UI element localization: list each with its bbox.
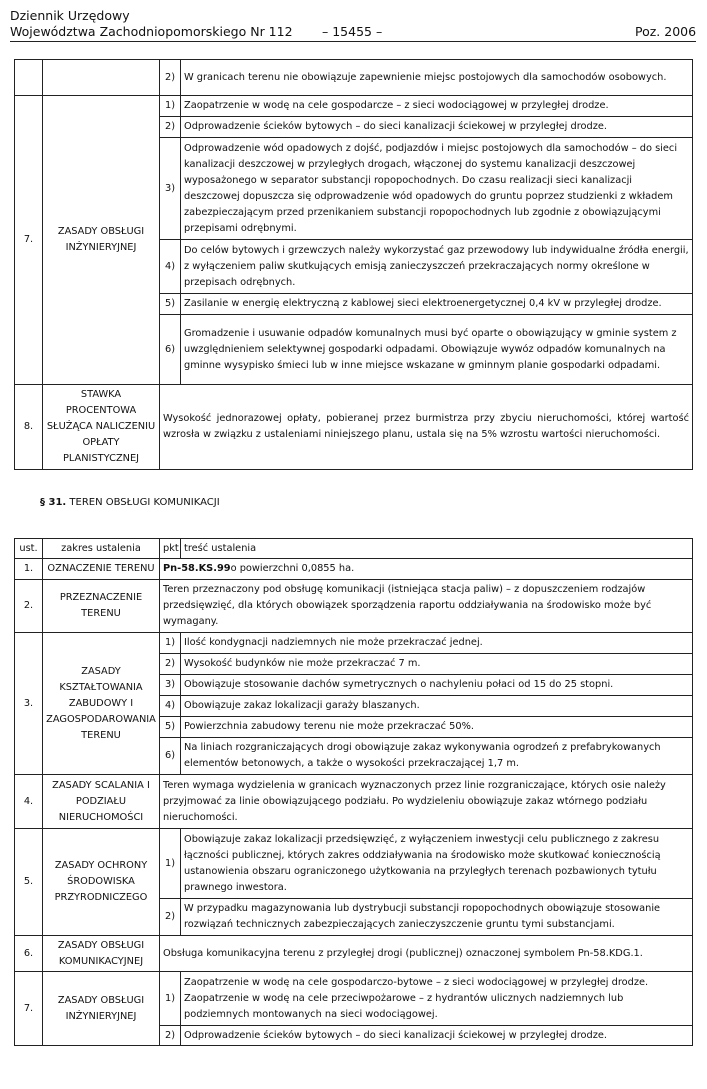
pkt-cell: 5) — [160, 717, 181, 738]
pkt-cell: 3) — [160, 675, 181, 696]
zakres-cell: ZASADY OCHRONY ŚRODOWISKA PRZYRODNICZEGO — [43, 829, 160, 936]
tresc-cell: Do celów bytowych i grzewczych należy wykorzystać gaz przewodowy lub indywidualne źródła energii, z wyłączeniem paliw skutkujących emisją zanieczyszczeń przekraczających normy określone w przepisach odrębnych. — [181, 240, 693, 294]
tresc-cell: Obowiązuje stosowanie dachów symetrycznych o nachyleniu połaci od 15 do 25 stopni. — [181, 675, 693, 696]
journal-subtitle: Województwa Zachodniopomorskiego Nr 112 — [10, 24, 293, 39]
header-ust: ust. — [15, 539, 43, 559]
journal-title: Dziennik Urzędowy — [10, 8, 130, 23]
pkt-cell: 5) — [160, 294, 181, 315]
tresc-cell: Wysokość budynków nie może przekraczać 7 m. — [181, 654, 693, 675]
tresc-cell: Gromadzenie i usuwanie odpadów komunalnych musi być oparte o obowiązujący w gminie system z uwzględnieniem selektywnej gospodarki odpadami. Obowiązuje wywóz odpadów komunalnych na gminne wysypisko śmieci lub w inne miejsce wskazane w gminnym planie gospodarki odpadami. — [181, 315, 693, 385]
zakres-cell: STAWKA PROCENTOWA SŁUŻĄCA NALICZENIU OPŁATY PLANISTYCZNEJ — [43, 385, 160, 470]
pkt-cell: 1) — [160, 829, 181, 899]
pkt-cell: 2) — [160, 899, 181, 936]
header-tresc: treść ustalenia — [181, 539, 693, 559]
pkt-cell: 6) — [160, 738, 181, 775]
zakres-cell: ZASADY OBSŁUGI INŻYNIERYJNEJ — [43, 972, 160, 1046]
tresc-cell: W granicach terenu nie obowiązuje zapewnienie miejsc postojowych dla samochodów osobowych. — [181, 60, 693, 96]
ust-cell: 1. — [15, 559, 43, 580]
zakres-cell: OZNACZENIE TERENU — [43, 559, 160, 580]
table-row — [15, 633, 693, 654]
page-number: – 15455 – — [322, 24, 383, 39]
pkt-cell: 2) — [160, 117, 181, 138]
tresc-cell: Zasilanie w energię elektryczną z kablowej sieci elektroenergetycznej 0,4 kV w przyległej drodze. — [181, 294, 693, 315]
table-continuation — [14, 59, 693, 470]
ust-cell: 8. — [15, 385, 43, 470]
pkt-cell: 1) — [160, 96, 181, 117]
pkt-cell: 2) — [160, 1026, 181, 1046]
ust-cell — [15, 60, 43, 96]
pkt-cell: 4) — [160, 696, 181, 717]
tresc-cell: Odprowadzenie wód opadowych z dojść, podjazdów i miejsc postojowych dla samochodów – do sieci kanalizacji deszczowej w przyległych drogach, włączonej do systemu kanalizacji deszczowej wyposażonego w separator substancji ropopochodnych. Do czasu realizacji sieci kanalizacji deszczowej dopuszcza się odprowadzenie wód opadowych do gruntu poprzez studzienki z wkładem zabezpieczającym przed przenikaniem substancji ropopochodnych lub zgodnie z obowiązującymi przepisami odrębnymi. — [181, 138, 693, 240]
pkt-cell: 2) — [160, 654, 181, 675]
tresc-cell: Obowiązuje zakaz lokalizacji przedsięwzięć, z wyłączeniem inwestycji celu publicznego z zakresu łączności publicznej, których zakres oddziaływania na środowisko może skutkować koniecznością ustanowienia obszaru ograniczonego użytkowania na przyległych terenach pozbawionych tytułu prawnego inwestora. — [181, 829, 693, 899]
pkt-cell: 1) — [160, 972, 181, 1026]
pkt-cell: 2) — [160, 60, 181, 96]
ust-cell: 3. — [15, 633, 43, 775]
terrain-area: o powierzchni 0,0855 ha. — [230, 563, 355, 574]
table-row — [15, 829, 693, 899]
table-header-row — [15, 539, 693, 559]
zakres-cell: ZASADY KSZTAŁTOWANIA ZABUDOWY I ZAGOSPODAROWANIA TERENU — [43, 633, 160, 775]
ust-cell: 7. — [15, 972, 43, 1046]
table-row — [15, 385, 693, 470]
tresc-cell: Obowiązuje zakaz lokalizacji garaży blaszanych. — [181, 696, 693, 717]
section-number: § 31. — [40, 497, 67, 508]
pkt-cell: 3) — [160, 138, 181, 240]
table-row — [15, 580, 693, 633]
ust-cell: 6. — [15, 936, 43, 972]
tresc-cell — [160, 559, 693, 580]
header-rule — [10, 41, 696, 42]
ust-cell: 2. — [15, 580, 43, 633]
table-row — [15, 559, 693, 580]
tresc-cell: Obsługa komunikacyjna terenu z przyległej drogi (publicznej) oznaczonej symbolem Pn-58.KDG.1. — [160, 936, 693, 972]
header-zakres: zakres ustalenia — [43, 539, 160, 559]
tresc-cell: Teren wymaga wydzielenia w granicach wyznaczonych przez linie rozgraniczające, których osie należy przyjmować za linie obowiązującego podziału. Po wydzieleniu obowiązuje zakaz wtórnego podziału nieruchomości. — [160, 775, 693, 829]
tresc-cell: W przypadku magazynowania lub dystrybucji substancji ropopochodnych obowiązuje stosowanie rozwiązań technicznych zabezpieczających zanieczyszczenie gruntu tymi substancjami. — [181, 899, 693, 936]
tresc-cell: Zaopatrzenie w wodę na cele gospodarczo-bytowe – z sieci wodociągowej w przyległej drodze. Zaopatrzenie w wodę na cele przeciwpożarowe – z hydrantów ulicznych nadziemnych lub podziemnych montowanych na sieci wodociągowej. — [181, 972, 693, 1026]
zakres-cell: PRZEZNACZENIE TERENU — [43, 580, 160, 633]
ust-cell: 5. — [15, 829, 43, 936]
table-komunikacja — [14, 538, 693, 1046]
tresc-cell: Odprowadzenie ścieków bytowych – do sieci kanalizacji ściekowej w przyległej drodze. — [181, 117, 693, 138]
pkt-cell: 4) — [160, 240, 181, 294]
section-heading — [40, 497, 220, 508]
zakres-cell: ZASADY SCALANIA I PODZIAŁU NIERUCHOMOŚCI — [43, 775, 160, 829]
section-title: TEREN OBSŁUGI KOMUNIKACJI — [69, 497, 220, 508]
terrain-symbol: Pn-58.KS.99 — [163, 563, 231, 574]
table-row — [15, 96, 693, 117]
table-row — [15, 775, 693, 829]
table-row — [15, 936, 693, 972]
tresc-cell: Powierzchnia zabudowy terenu nie może przekraczać 50%. — [181, 717, 693, 738]
tresc-cell: Na liniach rozgraniczających drogi obowiązuje zakaz wykonywania ogrodzeń z prefabrykowanych elementów betonowych, a także o wysokości przekraczającej 1,7 m. — [181, 738, 693, 775]
table-row — [15, 972, 693, 1026]
zakres-cell: ZASADY OBSŁUGI INŻYNIERYJNEJ — [43, 96, 160, 385]
header-pkt: pkt — [160, 539, 181, 559]
ust-cell: 7. — [15, 96, 43, 385]
table-row — [15, 60, 693, 96]
position-number: Poz. 2006 — [635, 24, 697, 39]
tresc-cell: Zaopatrzenie w wodę na cele gospodarcze – z sieci wodociągowej w przyległej drodze. — [181, 96, 693, 117]
tresc-cell: Wysokość jednorazowej opłaty, pobieranej przez burmistrza przy zbyciu nieruchomości, której wartość wzrosła w związku z ustaleniami niniejszego planu, ustala się na 5% wzrostu wartości nieruchomości. — [160, 385, 693, 470]
tresc-cell: Odprowadzenie ścieków bytowych – do sieci kanalizacji ściekowej w przyległej drodze. — [181, 1026, 693, 1046]
pkt-cell: 6) — [160, 315, 181, 385]
pkt-cell: 1) — [160, 633, 181, 654]
zakres-cell — [43, 60, 160, 96]
ust-cell: 4. — [15, 775, 43, 829]
tresc-cell: Teren przeznaczony pod obsługę komunikacji (istniejąca stacja paliw) – z dopuszczeniem rodzajów przedsięwzięć, dla których obowiązek sporządzenia raportu oddziaływania na środowisko może być wymagany. — [160, 580, 693, 633]
zakres-cell: ZASADY OBSŁUGI KOMUNIKACYJNEJ — [43, 936, 160, 972]
tresc-cell: Ilość kondygnacji nadziemnych nie może przekraczać jednej. — [181, 633, 693, 654]
